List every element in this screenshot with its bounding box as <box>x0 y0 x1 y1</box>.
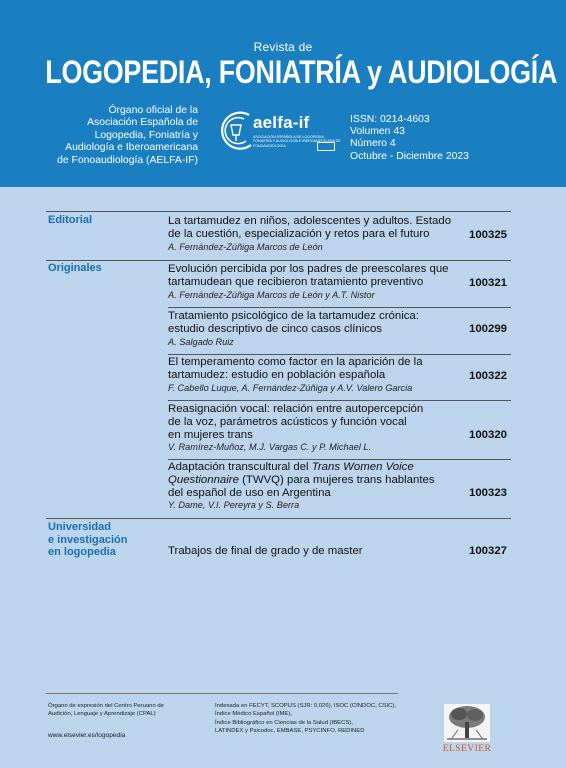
footer-line: Audición, Lenguaje y Aprendizaje (CPAL) <box>48 711 156 718</box>
publisher-logo-text: ELSEVIER <box>442 743 492 754</box>
article-title[interactable] <box>168 356 468 382</box>
organo-oficial <box>38 105 198 167</box>
article-title-line: en mujeres trans <box>168 429 253 442</box>
article-authors: A. Fernández-Zúñiga Marcos de León y A.T. Nistor <box>168 290 375 300</box>
section-line: e investigación <box>48 533 128 546</box>
article-title[interactable] <box>168 310 468 336</box>
title-part: Adaptación transcultural del <box>168 461 312 473</box>
volume: Volumen 43 <box>350 126 405 138</box>
article-authors: A. Fernández-Zúñiga Marcos de León <box>168 242 323 252</box>
article-authors: F. Cabello Luque, A. Fernández-Zúñiga y A.V. Valero Garcia <box>168 383 413 393</box>
article-title-line: de la cuestión, especialización y retos para el futuro <box>168 228 430 241</box>
article-page: 100320 <box>469 429 508 441</box>
issn: ISSN: 0214-4603 <box>350 114 430 125</box>
section-originales: Originales <box>48 262 102 274</box>
divider <box>168 400 511 401</box>
logo-badge <box>317 142 335 151</box>
divider <box>168 354 511 355</box>
article-authors: A. Salgado Ruiz <box>168 337 234 347</box>
issue-number: Número 4 <box>350 138 396 150</box>
article-title[interactable] <box>168 215 468 241</box>
article-title-line <box>168 461 468 474</box>
organo-line: Logopedia, Foniatría y <box>94 129 198 141</box>
article-page: 100325 <box>469 229 508 241</box>
journal-url[interactable]: www.elsevier.es/logopedia <box>48 732 126 739</box>
issue-info <box>350 114 469 163</box>
title-italic-part: Questionnaire <box>168 474 239 487</box>
article-title-line: El temperamento como factor en la aparición de la <box>168 356 423 368</box>
aelfa-logo-text: aelfa-if <box>253 113 310 132</box>
article-title-line: Tratamiento psicológico de la tartamudez crónica: <box>168 310 419 322</box>
article-authors: Y. Dame, V.I. Pereyra y S. Berra <box>168 500 300 510</box>
journal-title: LOGOPEDIA, FONIATRÍA y AUDIOLOGÍA <box>45 54 558 90</box>
footer-line: Indexada en FECYT, SCOPUS (SJR: 0,026), ISOC (CINDOC, CSIC), <box>215 703 397 709</box>
divider <box>46 211 511 212</box>
footer-divider <box>46 693 398 694</box>
article-title-line: Trabajos de final de grado y de master <box>168 545 363 557</box>
article-page: 100299 <box>469 323 508 335</box>
divider <box>168 307 511 308</box>
article-title-line: tartamudean que recibieron tratamiento preventivo <box>168 276 424 289</box>
article-title[interactable] <box>168 461 468 501</box>
organo-line: Asociación Española de <box>87 117 198 129</box>
organo-line: Órgano oficial de la <box>108 105 198 116</box>
article-page: 100322 <box>469 370 508 382</box>
article-authors: V. Ramírez-Muñoz, M.J. Vargas C. y P. Michael L. <box>168 442 372 452</box>
divider <box>168 459 511 460</box>
article-title-line: del español de uso en Argentina <box>168 487 331 500</box>
indexing-info <box>215 702 415 735</box>
article-title-line <box>168 474 468 487</box>
divider <box>46 260 511 261</box>
footer-line: Índice Bibliográfico en Ciencias de la Salud (IBECS), <box>215 719 353 726</box>
section-line: Universidad <box>48 521 111 533</box>
article-title-line: Evolución percibida por los padres de preescolares que <box>168 263 449 275</box>
footer-line: LATINDEX y Psicodoc, EMBASE, PSYCINFO, REDINED <box>215 727 365 734</box>
elsevier-tree-icon <box>444 704 490 742</box>
footer-line: Órgano de expresión del Centro Peruano de <box>48 703 164 709</box>
journal-prefix: Revista de <box>253 40 313 54</box>
article-title[interactable] <box>168 545 468 558</box>
article-page: 100327 <box>469 545 508 557</box>
divider <box>46 518 511 519</box>
aelfa-logo <box>217 107 341 157</box>
article-title-line: La tartamudez en niños, adolescentes y adultos. Estado <box>168 215 452 227</box>
footer-organo <box>48 702 208 718</box>
title-italic-part: Trans Women Voice <box>311 461 414 473</box>
organo-line: de Fonoaudiología (AELFA-IF) <box>57 154 198 166</box>
article-title[interactable] <box>168 263 468 289</box>
aelfa-emblem-icon <box>217 107 257 155</box>
article-page: 100323 <box>469 487 508 499</box>
article-title-line: de la voz, parámetros acústicos y función vocal <box>168 416 407 429</box>
footer-line: Índice Médico Español (IME), <box>215 711 292 718</box>
article-page: 100321 <box>469 277 508 289</box>
article-title-line: Reasignación vocal: relación entre autopercepción <box>168 403 424 415</box>
aelfa-logo-subtext: ASOCIACIÓN ESPAÑOLA DE LOGOPEDIA, FONIATRÍA Y AUDIOLOGÍA E IBEROAMERICANA DE FONOAUDIOLOGÍA <box>253 135 341 148</box>
article-title[interactable] <box>168 403 468 443</box>
cover-header <box>0 0 566 187</box>
title-part: (TWVQ) para mujeres trans hablantes <box>238 474 435 487</box>
section-universidad <box>48 521 127 559</box>
organo-line: Audiología e Iberoamericana <box>65 142 198 154</box>
article-title-line: estudio descriptivo de cinco casos clínicos <box>168 323 382 336</box>
article-title-line: tartamudez: estudio en población española <box>168 369 386 382</box>
section-editorial: Editorial <box>48 214 93 226</box>
section-line: en logopedia <box>48 546 116 558</box>
issue-date: Octubre - Diciembre 2023 <box>350 150 469 162</box>
